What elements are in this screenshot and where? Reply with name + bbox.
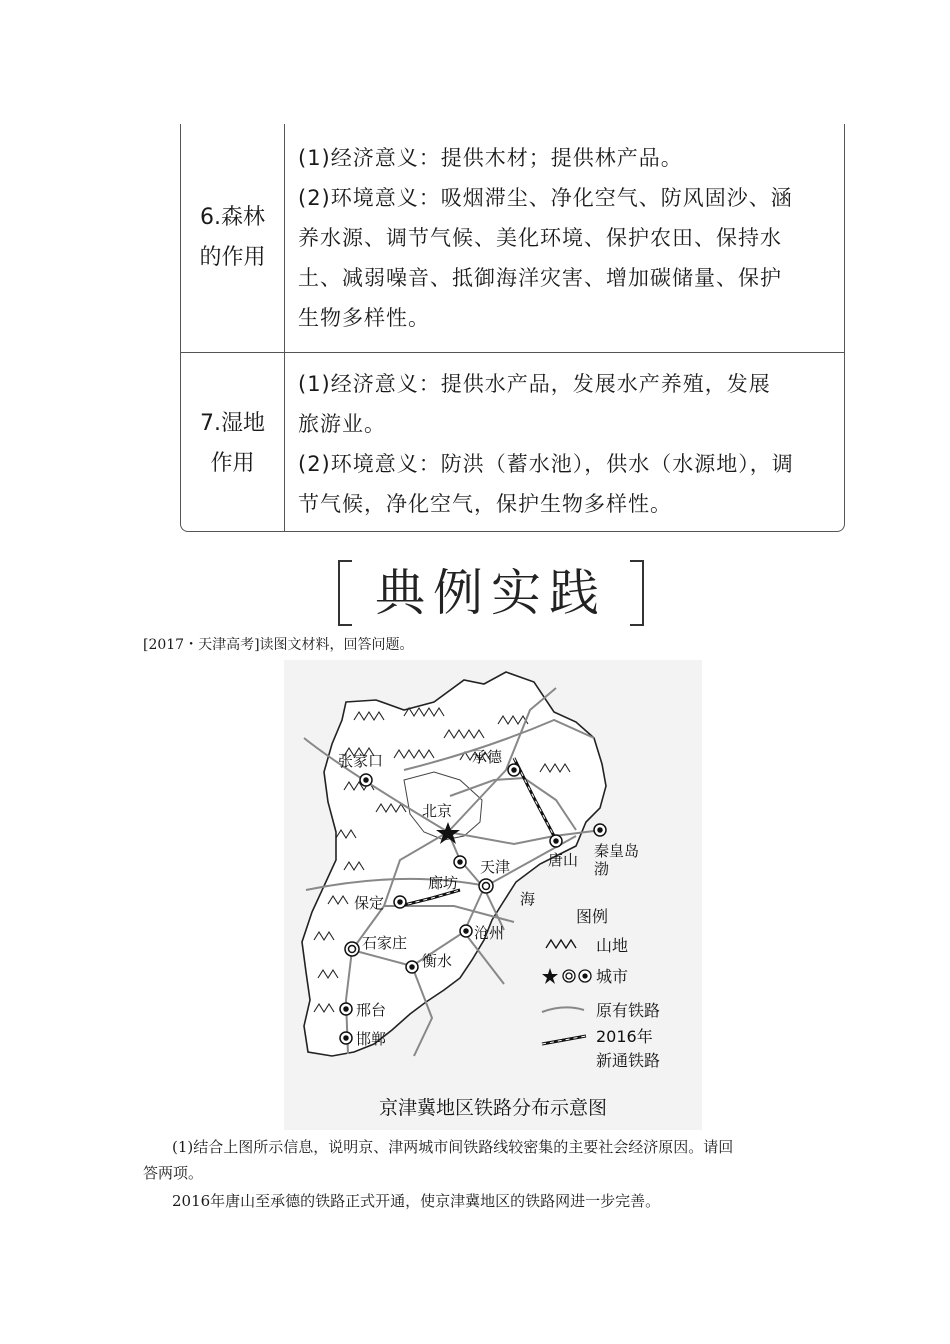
label-shijiazhuang: 石家庄 [362,934,408,952]
question-line-2: 答两项。 [143,1164,204,1182]
section-title: 典例实践 [375,564,607,622]
city-marker-shijiazhuang [345,942,359,956]
table-row-divider [181,352,844,353]
row-wetland-content: (1)经济意义：提供水产品，发展水产养殖，发展 旅游业。 (2)环境意义：防洪（蓄水池），供水（水源地），调 节气候，净化空气，保护生物多样性。 [298,372,794,516]
city-marker-baoding [394,896,406,908]
city-marker-chengde [508,764,520,776]
legend-old-rail-label: 原有铁路 [596,1001,661,1020]
legend-new-rail-label-1: 2016年 [596,1027,653,1046]
map-title: 京津冀地区铁路分布示意图 [378,1097,608,1119]
legend-new-rail-label-2: 新通铁路 [596,1051,661,1070]
row-wetland-label: 7.湿地 作用 [200,411,265,476]
label-qinhuangdao: 秦皇岛 [594,842,640,860]
table-column-divider [284,124,285,531]
label-tianjin: 天津 [480,858,511,876]
label-xingtai: 邢台 [356,1001,387,1019]
section-banner [338,560,644,630]
knowledge-table [180,124,845,532]
label-beijing: 北京 [422,802,453,820]
label-sea-bo: 渤 [594,860,610,878]
row-forest-content: (1)经济意义：提供木材；提供林产品。 (2)环境意义：吸烟滞尘、净化空气、防风固沙、涵 养水源、调节气候、美化环境、保护农田、保持水 土、减弱噪音、抵御海洋灾害、增加碳储量、保护 生物多样性。 [298,146,793,330]
label-chengde: 承德 [472,748,503,766]
city-marker-cangzhou [460,925,472,937]
city-marker-langfang [454,856,466,868]
legend-city-label: 城市 [596,967,629,986]
city-marker-tianjin [479,879,493,893]
question-line-1: (1)结合上图所示信息，说明京、津两城市间铁路线较密集的主要社会经济原因。请回 [172,1138,734,1156]
railway-map [284,660,702,1130]
banner-right-bracket [630,560,644,626]
city-marker-handan [340,1032,352,1044]
label-baoding: 保定 [354,894,385,912]
city-marker-qinhuangdao [594,824,606,836]
city-marker-zhangjiakou [360,774,372,786]
label-sea-hai: 海 [520,890,536,908]
label-tangshan: 唐山 [548,851,579,869]
city-marker-tangshan [550,835,562,847]
question-line-3: 2016年唐山至承德的铁路正式开通，使京津冀地区的铁路网进一步完善。 [172,1192,661,1210]
legend-title: 图例 [576,907,609,926]
city-marker-xingtai [340,1003,352,1015]
banner-left-bracket [338,560,352,626]
label-handan: 邯郸 [356,1030,387,1048]
city-marker-hengshui [406,961,418,973]
question-source: [2017・天津高考]读图文材料，回答问题。 [143,637,414,653]
label-hengshui: 衡水 [422,952,453,970]
legend-mountain-label: 山地 [596,936,629,955]
row-forest-label: 6.森林 的作用 [199,205,266,270]
label-zhangjiakou: 张家口 [338,752,384,770]
label-langfang: 廊坊 [428,874,459,892]
label-cangzhou: 沧州 [474,924,505,942]
